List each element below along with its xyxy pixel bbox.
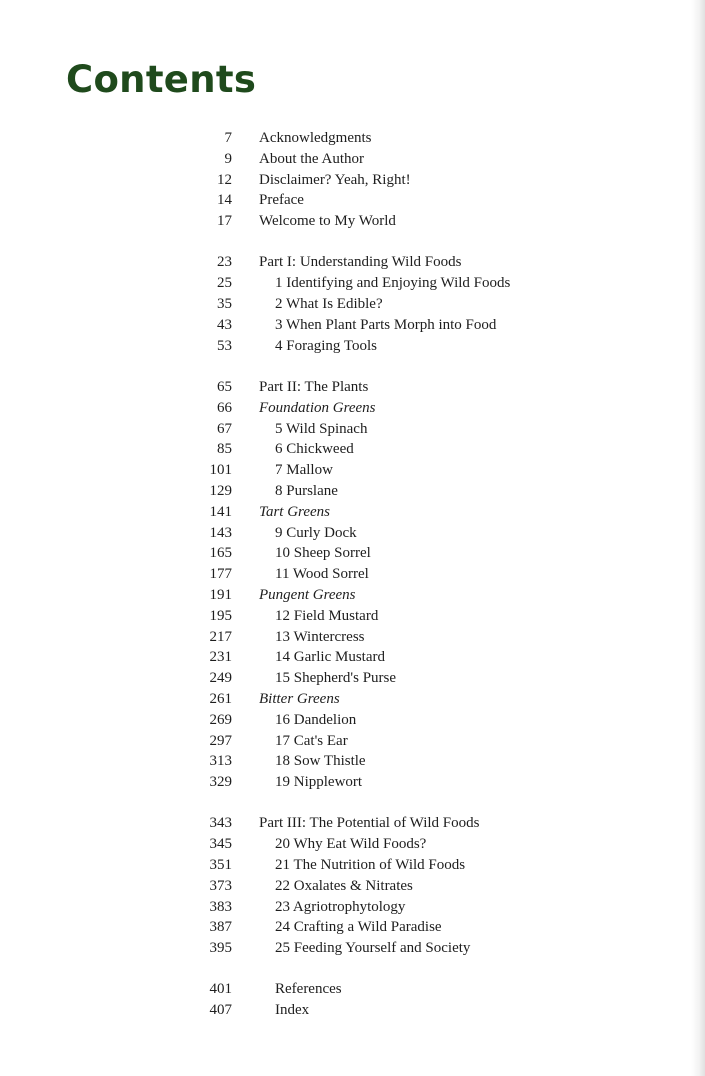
- toc-subsection-heading: Pungent Greens: [259, 586, 356, 603]
- toc-entry-title: 12 Field Mustard: [275, 607, 379, 624]
- toc-page-number: 249: [209, 670, 232, 687]
- toc-page-number: 14: [217, 192, 232, 209]
- toc-page-number: 101: [209, 462, 232, 479]
- toc-page-number: 53: [217, 337, 232, 354]
- toc-entry-title: 18 Sow Thistle: [275, 753, 366, 770]
- toc-entry[interactable]: [0, 772, 705, 793]
- toc-entry-title: Welcome to My World: [259, 213, 396, 230]
- toc-entry-title: 8 Purslane: [275, 482, 338, 499]
- toc-page-number: 141: [209, 503, 232, 520]
- toc-page-number: 9: [224, 150, 232, 167]
- toc-entry-title: 17 Cat's Ear: [275, 732, 348, 749]
- toc-entry[interactable]: [0, 170, 705, 191]
- toc-page-number: 23: [217, 254, 232, 271]
- toc-page-number: 129: [209, 482, 232, 499]
- toc-page-number: 17: [217, 213, 232, 230]
- toc-section: [0, 128, 705, 232]
- toc-entry-title: Part III: The Potential of Wild Foods: [259, 815, 480, 832]
- toc-entry-title: 14 Garlic Mustard: [275, 649, 385, 666]
- toc-page-number: 67: [217, 420, 232, 437]
- toc-entry-title: 2 What Is Edible?: [275, 296, 383, 313]
- toc-entry[interactable]: [0, 398, 705, 419]
- toc-entry-title: 23 Agriotrophytology: [275, 898, 406, 915]
- toc-page-number: 231: [209, 649, 232, 666]
- toc-page-number: 85: [217, 441, 232, 458]
- toc-section: [0, 979, 705, 1021]
- toc-entry[interactable]: [0, 543, 705, 564]
- toc-entry-title: About the Author: [259, 150, 364, 167]
- toc-entry-title: 3 When Plant Parts Morph into Food: [275, 316, 497, 333]
- toc-page-number: 401: [209, 981, 232, 998]
- toc-section: [0, 252, 705, 356]
- toc-entry[interactable]: [0, 917, 705, 938]
- toc-entry[interactable]: [0, 979, 705, 1000]
- toc-entry[interactable]: [0, 897, 705, 918]
- toc-entry[interactable]: [0, 834, 705, 855]
- toc-entry[interactable]: [0, 523, 705, 544]
- toc-page-number: 343: [209, 815, 232, 832]
- toc-entry-title: 24 Crafting a Wild Paradise: [275, 919, 442, 936]
- toc-entry[interactable]: [0, 128, 705, 149]
- toc-entry[interactable]: [0, 315, 705, 336]
- toc-entry-title: 9 Curly Dock: [275, 524, 357, 541]
- toc-page-number: 35: [217, 296, 232, 313]
- toc-entry-title: 6 Chickweed: [275, 441, 354, 458]
- toc-page-number: 25: [217, 275, 232, 292]
- toc-page-number: 65: [217, 378, 232, 395]
- toc-entry[interactable]: [0, 481, 705, 502]
- toc-entry-title: 20 Why Eat Wild Foods?: [275, 836, 427, 853]
- toc-entry-title: 16 Dandelion: [275, 711, 357, 728]
- toc-entry-title: Acknowledgments: [259, 130, 372, 146]
- toc-entry[interactable]: [0, 252, 705, 273]
- toc-page-number: 297: [209, 732, 232, 749]
- toc-entry[interactable]: [0, 149, 705, 170]
- toc-entry-title: 1 Identifying and Enjoying Wild Foods: [275, 275, 511, 292]
- toc-page-number: 387: [209, 919, 232, 936]
- toc-entry-title: 13 Wintercress: [275, 628, 365, 645]
- toc-page-number: 313: [209, 753, 232, 770]
- toc-entry[interactable]: [0, 294, 705, 315]
- toc-entry-title: Disclaimer? Yeah, Right!: [259, 171, 411, 188]
- toc-entry-title: 21 The Nutrition of Wild Foods: [275, 857, 466, 873]
- toc-page-number: 261: [209, 690, 232, 707]
- toc-entry-title: 11 Wood Sorrel: [275, 566, 369, 583]
- toc-entry-title: Part II: The Plants: [259, 378, 369, 395]
- toc-entry-title: 19 Nipplewort: [275, 774, 363, 791]
- toc-page-number: 345: [209, 836, 232, 853]
- toc-section: [0, 813, 705, 959]
- toc-entry[interactable]: [0, 190, 705, 211]
- toc-page-number: 407: [209, 1002, 232, 1019]
- toc-page-number: 191: [209, 586, 232, 603]
- toc-entry[interactable]: [0, 211, 705, 232]
- toc-page-number: 43: [217, 316, 232, 333]
- toc-entry-title: Part I: Understanding Wild Foods: [259, 254, 462, 271]
- toc-entry[interactable]: [0, 689, 705, 710]
- toc-entry-title: Index: [275, 1002, 310, 1019]
- toc-entry[interactable]: [0, 751, 705, 772]
- toc-entry[interactable]: [0, 585, 705, 606]
- toc-section: [0, 377, 705, 793]
- toc-entry[interactable]: [0, 938, 705, 959]
- toc-page-number: 395: [209, 940, 232, 957]
- toc-subsection-heading: Bitter Greens: [259, 690, 340, 707]
- page-title: Contents: [66, 58, 257, 101]
- toc-entry-title: 25 Feeding Yourself and Society: [275, 940, 471, 957]
- toc-entry-title: 22 Oxalates & Nitrates: [275, 877, 413, 894]
- toc-entry[interactable]: [0, 731, 705, 752]
- toc-page-number: 217: [209, 628, 232, 645]
- toc-page-number: 165: [209, 545, 232, 562]
- toc-entry[interactable]: [0, 564, 705, 585]
- toc-page-number: 7: [224, 130, 232, 146]
- toc-entry[interactable]: [0, 710, 705, 731]
- toc-entry[interactable]: [0, 855, 705, 876]
- table-of-contents: [0, 128, 705, 1042]
- toc-entry-title: 10 Sheep Sorrel: [275, 545, 371, 562]
- toc-entry-title: References: [275, 981, 342, 998]
- toc-entry-title: Preface: [259, 192, 304, 209]
- toc-page-number: 351: [209, 857, 232, 873]
- toc-entry-title: 4 Foraging Tools: [275, 337, 378, 354]
- toc-entry[interactable]: [0, 336, 705, 357]
- toc-subsection-heading: Foundation Greens: [259, 399, 376, 416]
- toc-subsection-heading: Tart Greens: [259, 503, 330, 520]
- toc-page-number: 12: [217, 171, 232, 188]
- toc-entry[interactable]: [0, 668, 705, 689]
- toc-entry-title: 15 Shepherd's Purse: [275, 670, 397, 687]
- toc-entry[interactable]: [0, 813, 705, 834]
- toc-entry[interactable]: [0, 273, 705, 294]
- toc-entry-title: 7 Mallow: [275, 462, 333, 479]
- toc-entry[interactable]: [0, 1000, 705, 1021]
- toc-entry[interactable]: [0, 377, 705, 398]
- toc-page-number: 373: [209, 877, 232, 894]
- toc-entry[interactable]: [0, 876, 705, 897]
- toc-page-number: 143: [209, 524, 232, 541]
- toc-entry[interactable]: [0, 627, 705, 648]
- toc-entry[interactable]: [0, 419, 705, 440]
- toc-page-number: 329: [209, 774, 232, 791]
- toc-page-number: 269: [209, 711, 232, 728]
- toc-page-number: 177: [209, 566, 232, 583]
- toc-page-number: 66: [217, 399, 232, 416]
- toc-entry[interactable]: [0, 502, 705, 523]
- toc-entry[interactable]: [0, 460, 705, 481]
- toc-entry-title: 5 Wild Spinach: [275, 420, 368, 437]
- toc-entry[interactable]: [0, 606, 705, 627]
- toc-page-number: 195: [209, 607, 232, 624]
- toc-entry[interactable]: [0, 439, 705, 460]
- toc-page-number: 383: [209, 898, 232, 915]
- toc-entry[interactable]: [0, 647, 705, 668]
